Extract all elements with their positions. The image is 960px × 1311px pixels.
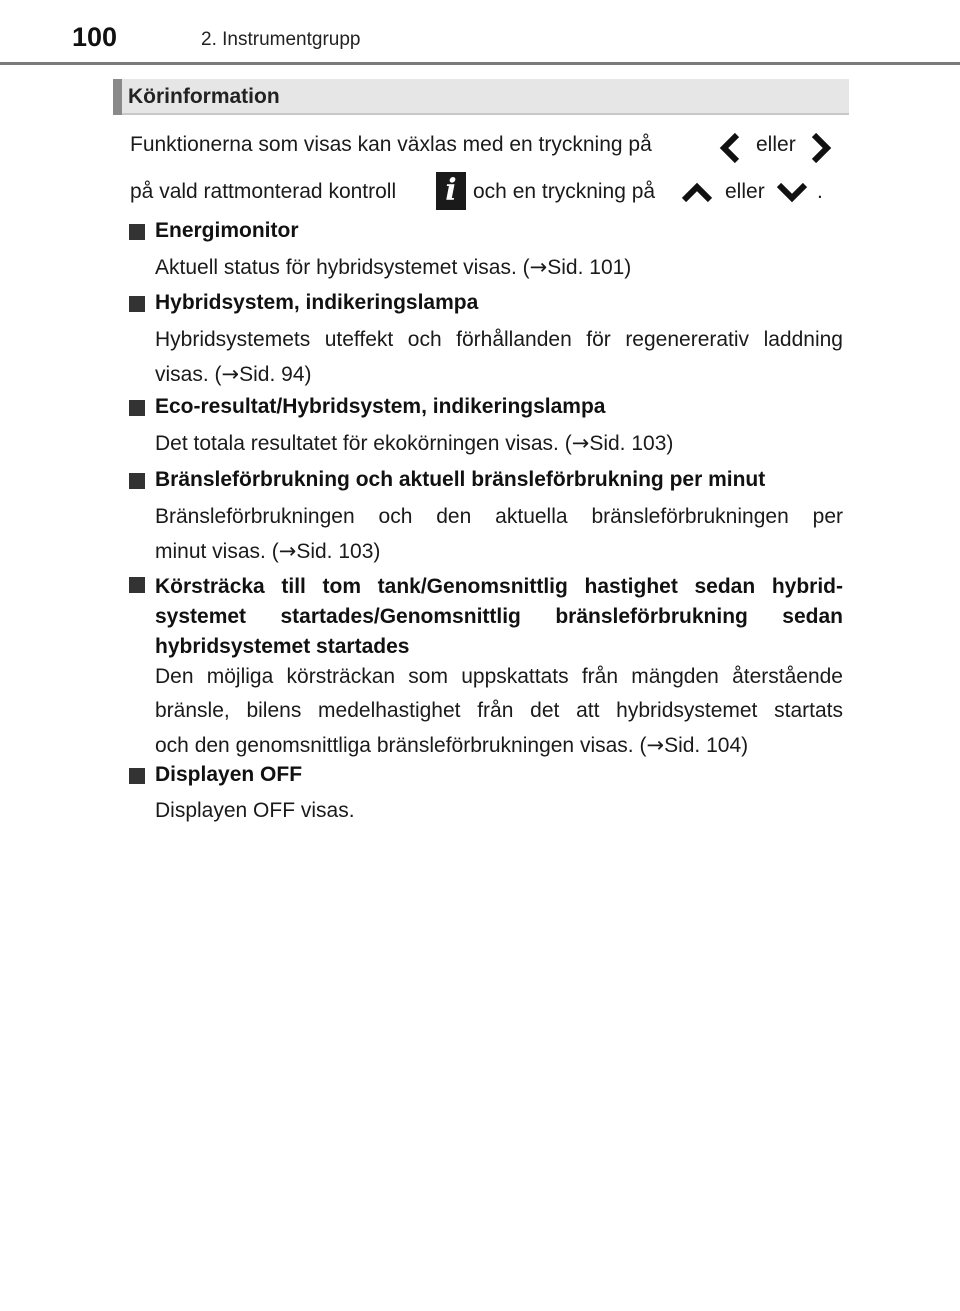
item-description: Displayen OFF visas. — [155, 799, 355, 822]
intro-text-d: och en tryckning på — [473, 180, 656, 203]
item-description: Aktuell status för hybridsystemet visas. (→Sid. 101) — [155, 255, 632, 279]
reference-arrow-icon: → — [221, 362, 240, 386]
bullet-square-icon — [129, 400, 145, 416]
item-title: Energimonitor — [155, 219, 299, 242]
intro-text-a: Funktionerna som visas kan växlas med en tryckning på — [130, 133, 652, 156]
intro-text-f: . — [817, 180, 823, 203]
item-title: Hybridsystem, indikeringslampa — [155, 291, 479, 314]
item-description: Det totala resultatet för ekokörningen visas. (→Sid. 103) — [155, 431, 674, 455]
intro-text-b: eller — [756, 133, 796, 156]
intro-line-1 — [130, 128, 652, 162]
chapter-title: 2. Instrumentgrupp — [201, 29, 361, 50]
item-title-multiline: Körsträcka till tom tank/Genomsnittlig hastighet sedan hybrid- systemet startades/Genomsnittlig bränsleförbrukning sedan hybridsystemet startades — [155, 575, 843, 658]
info-button-icon: i — [436, 172, 466, 210]
reference-arrow-icon: → — [646, 733, 665, 757]
section-heading-bar — [113, 79, 849, 115]
header-divider — [0, 62, 960, 65]
bullet-square-icon — [129, 577, 145, 593]
intro-text-e: eller — [725, 180, 765, 203]
page-header — [0, 0, 960, 66]
page-number: 100 — [72, 22, 118, 52]
bullet-square-icon — [129, 473, 145, 489]
item-description: Hybridsystemets uteffekt och förhållanden för regenererativ laddning visas. (→Sid. 94) — [155, 328, 843, 386]
intro-line-2 — [130, 175, 396, 209]
section-heading-accent — [113, 79, 122, 115]
reference-arrow-icon: → — [529, 255, 548, 279]
intro-text-b-wrap — [756, 128, 796, 162]
chevron-down-icon — [775, 180, 809, 204]
bullet-square-icon — [129, 768, 145, 784]
section-title: Körinformation — [128, 85, 280, 108]
chevron-right-icon — [808, 131, 834, 165]
intro-text-d-wrap — [473, 175, 655, 209]
item-description: Den möjliga körsträckan som uppskattats från mängden återstående bränsle, bilens medelhastighet från det att hybridsystemet startats och den genomsnittliga bränsleförbrukningen visas. (→Sid. 104) — [155, 665, 843, 757]
item-description: Bränsleförbrukningen och den aktuella bränsleförbrukningen per minut visas. (→Sid. 103) — [155, 505, 843, 563]
item-title: Bränsleförbrukning och aktuell bränsleförbrukning per minut — [155, 468, 766, 491]
chevron-left-icon — [717, 131, 743, 165]
reference-arrow-icon: → — [278, 539, 297, 563]
intro-text-f-wrap — [817, 175, 823, 209]
bullet-square-icon — [129, 296, 145, 312]
reference-arrow-icon: → — [571, 431, 590, 455]
chevron-up-icon — [680, 180, 714, 204]
intro-text-c: på vald rattmonterad kontroll — [130, 180, 397, 203]
item-title: Displayen OFF — [155, 763, 303, 786]
intro-text-e-wrap — [725, 175, 765, 209]
item-title: Eco-resultat/Hybridsystem, indikeringslampa — [155, 395, 606, 418]
bullet-square-icon — [129, 224, 145, 240]
